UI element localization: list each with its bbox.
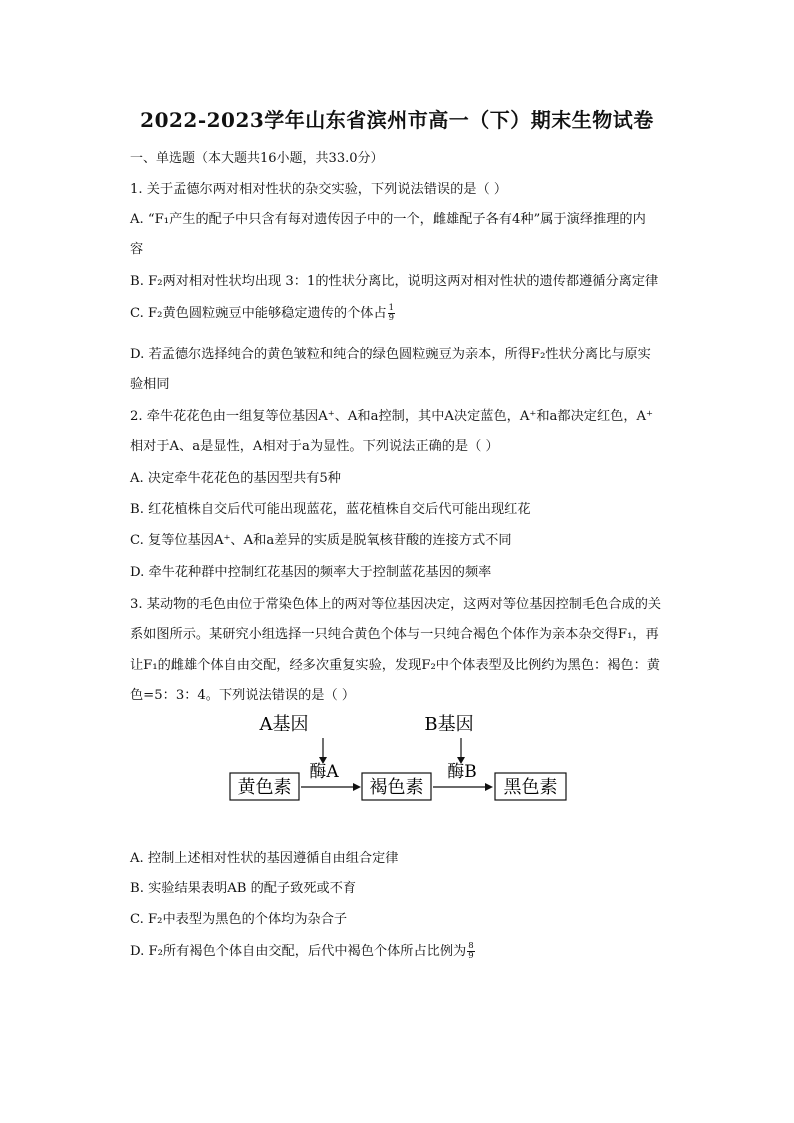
q3-stem-line2: 系如图所示。某研究小组选择一只纯合黄色个体与一只纯合褐色个体作为亲本杂交得F₁，再: [130, 627, 659, 642]
black-pigment-label: 黑色素: [503, 777, 558, 798]
q3-option-a: A. 控制上述相对性状的基因遵循自由组合定律: [130, 851, 399, 866]
q3-stem-line3: 让F₁的雌雄个体自由交配，经多次重复实验，发现F₂中个体表型及比例约为黑色：褐色：黄: [130, 658, 660, 673]
q1-option-a: A. “F₁产生的配子中只含有每对遗传因子中的一个，雌雄配子各有4种”属于演绎推理的内: [130, 212, 646, 227]
q2-option-b: B. 红花植株自交后代可能出现蓝花，蓝花植株自交后代可能出现红花: [130, 502, 531, 517]
enzyme-b-label: 酶B: [447, 762, 477, 782]
q1-option-d-cont: 验相同: [130, 377, 170, 392]
gene-b-label: B基因: [424, 714, 474, 735]
brown-pigment-label: 褐色素: [369, 777, 424, 798]
gene-a-label: A基因: [259, 714, 309, 735]
q3-stem-line4: 色=5：3：4。下列说法错误的是（ ）: [130, 688, 356, 703]
page-title: 2022-2023学年山东省滨州市高一（下）期末生物试卷: [140, 108, 654, 132]
fraction: [467, 942, 474, 961]
arrow-a-head: [353, 783, 361, 791]
q3-option-b: B. 实验结果表明AB 的配子致死或不育: [130, 881, 357, 896]
yellow-pigment-label: 黄色素: [237, 777, 292, 798]
q2-stem-line1: 2. 牵牛花花色由一组复等位基因A⁺、A和a控制，其中A决定蓝色，A⁺和a都决定红色，A⁺: [130, 409, 653, 424]
q3-option-d-text: D. F₂所有褐色个体自由交配，后代中褐色个体所占比例为: [130, 944, 467, 959]
section-heading: 一、单选题（本大题共16小题，共33.0分）: [130, 151, 384, 166]
q2-stem-line2: 相对于A、a是显性，A相对于a为显性。下列说法正确的是（ ）: [130, 439, 499, 454]
fraction-numerator: 1: [388, 303, 395, 313]
q1-option-d: D. 若孟德尔选择纯合的黄色皱粒和纯合的绿色圆粒豌豆为亲本，所得F₂性状分离比与原实: [130, 347, 651, 362]
arrow-b-head: [485, 783, 493, 791]
q2-option-c: C. 复等位基因A⁺、A和a差异的实质是脱氧核苷酸的连接方式不同: [130, 533, 512, 548]
q3-stem-line1: 3. 某动物的毛色由位于常染色体上的两对等位基因决定，这两对等位基因控制毛色合成的关: [130, 597, 662, 612]
q1-option-c-text: C. F₂黄色圆粒豌豆中能够稳定遗传的个体占: [130, 306, 387, 321]
fraction: [388, 304, 395, 323]
q2-option-a: A. 决定牵牛花花色的基因型共有5种: [130, 471, 341, 486]
q1-option-c: [130, 302, 395, 323]
enzyme-a-label: 酶A: [309, 762, 339, 782]
pigment-pathway-diagram: [225, 710, 575, 810]
fraction-denominator: 9: [388, 313, 395, 323]
q3-option-c: C. F₂中表型为黑色的个体均为杂合子: [130, 912, 348, 927]
fraction-denominator: 9: [468, 951, 474, 961]
q1-stem: 1. 关于孟德尔两对相对性状的杂交实验，下列说法错误的是（ ）: [130, 182, 508, 197]
q1-option-b: B. F₂两对相对性状均出现 3：1的性状分离比，说明这两对相对性状的遗传都遵循分离定律: [130, 274, 659, 289]
fraction-numerator: 8: [468, 941, 474, 951]
q3-option-d: [130, 940, 475, 961]
q1-option-a-cont: 容: [130, 242, 144, 257]
q2-option-d: D. 牵牛花种群中控制红花基因的频率大于控制蓝花基因的频率: [130, 565, 492, 580]
